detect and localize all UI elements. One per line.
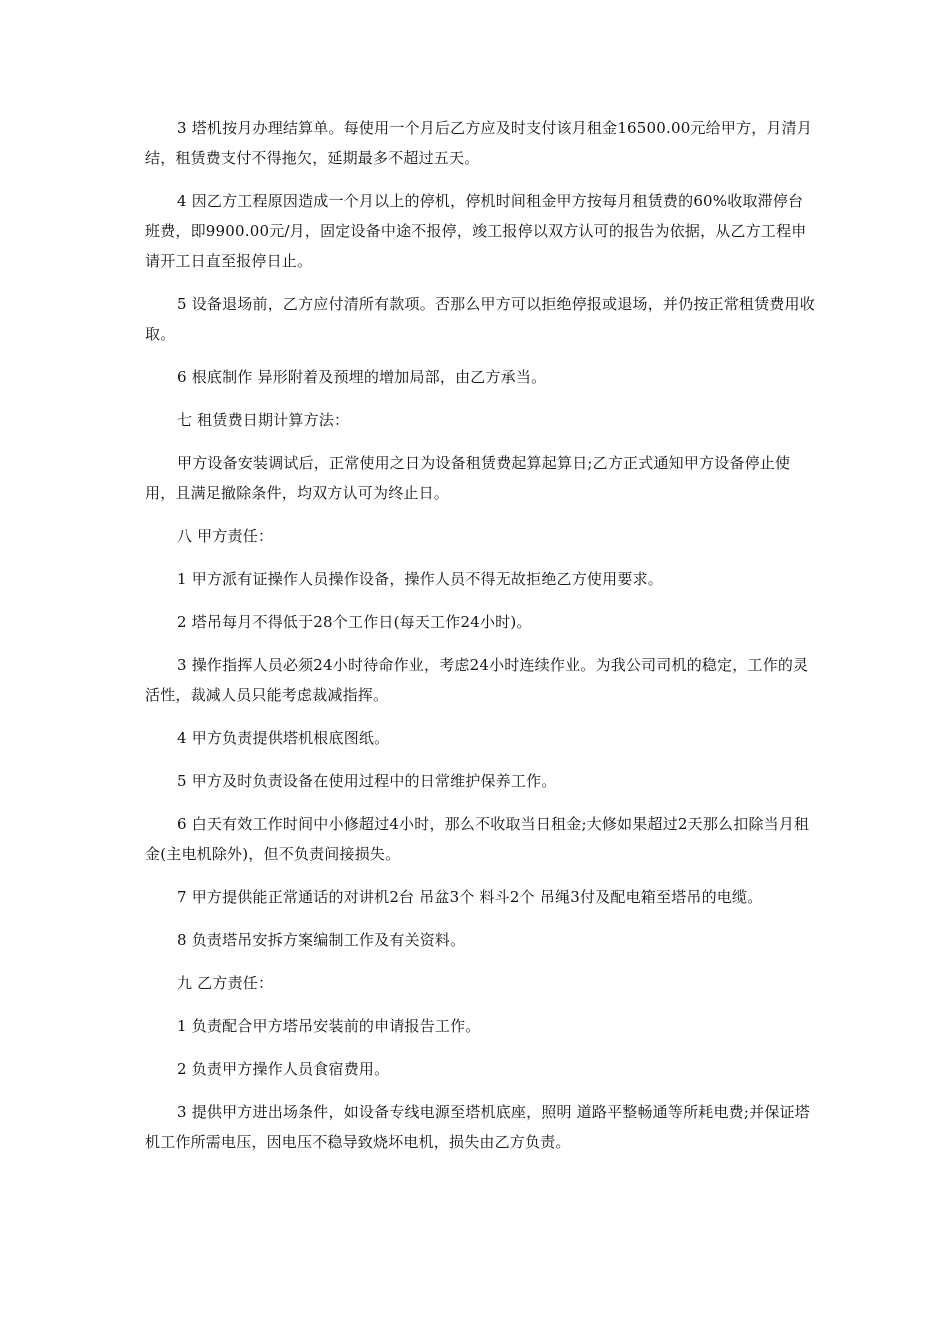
clause-8-1: 1 甲方派有证操作人员操作设备，操作人员不得无故拒绝乙方使用要求。 bbox=[177, 570, 663, 588]
section-9-heading: 九 乙方责任： bbox=[177, 974, 274, 992]
document-body bbox=[145, 113, 815, 1170]
clause-9-2: 2 负责甲方操作人员食宿费用。 bbox=[177, 1060, 390, 1078]
clause-8-5: 5 甲方及时负责设备在使用过程中的日常维护保养工作。 bbox=[177, 772, 557, 790]
clause-6-3-settlement: 3 塔机按月办理结算单。每使用一个月后乙方应及时支付该月租金16500.00元给甲方，月清月结，租赁费支付不得拖欠，延期最多不超过五天。 bbox=[145, 119, 813, 167]
section-8-heading: 八 甲方责任： bbox=[177, 527, 274, 545]
clause-8-2: 2 塔吊每月不得低于28个工作日(每天工作24小时)。 bbox=[177, 613, 532, 631]
clause-8-3: 3 操作指挥人员必须24小时待命作业，考虑24小时连续作业。为我公司司机的稳定，工作的灵活性，裁减人员只能考虑裁减指挥。 bbox=[145, 656, 809, 704]
clause-6-5-payment-before-exit: 5 设备退场前，乙方应付清所有款项。否那么甲方可以拒绝停报或退场，并仍按正常租赁费用收取。 bbox=[145, 295, 815, 343]
clause-6-4-idle-fee: 4 因乙方工程原因造成一个月以上的停机，停机时间租金甲方按每月租赁费的60%收取滞停台班费，即9900.00元/月，固定设备中途不报停，竣工报停以双方认可的报告为依据，从乙方工程申请开工日直至报停日止。 bbox=[145, 192, 807, 270]
section-7-body: 甲方设备安装调试后，正常使用之日为设备租赁费起算起算日;乙方正式通知甲方设备停止使用，且满足撤除条件，均双方认可为终止日。 bbox=[145, 454, 791, 502]
clause-9-1: 1 负责配合甲方塔吊安装前的申请报告工作。 bbox=[177, 1017, 481, 1035]
clause-8-4: 4 甲方负责提供塔机根底图纸。 bbox=[177, 729, 390, 747]
clause-6-6-foundation: 6 根底制作 异形附着及预埋的增加局部，由乙方承当。 bbox=[177, 368, 547, 386]
section-7-heading: 七 租赁费日期计算方法： bbox=[177, 411, 350, 429]
clause-8-7: 7 甲方提供能正常通话的对讲机2台 吊盆3个 料斗2个 吊绳3付及配电箱至塔吊的电缆。 bbox=[177, 888, 763, 906]
clause-8-6: 6 白天有效工作时间中小修超过4小时，那么不收取当日租金;大修如果超过2天那么扣除当月租金(主电机除外)，但不负责间接损失。 bbox=[145, 815, 810, 863]
clause-8-8: 8 负责塔吊安拆方案编制工作及有关资料。 bbox=[177, 931, 466, 949]
clause-9-3: 3 提供甲方进出场条件，如设备专线电源至塔机底座，照明 道路平整畅通等所耗电费;并保证塔机工作所需电压，因电压不稳导致烧坏电机，损失由乙方负责。 bbox=[145, 1103, 810, 1151]
